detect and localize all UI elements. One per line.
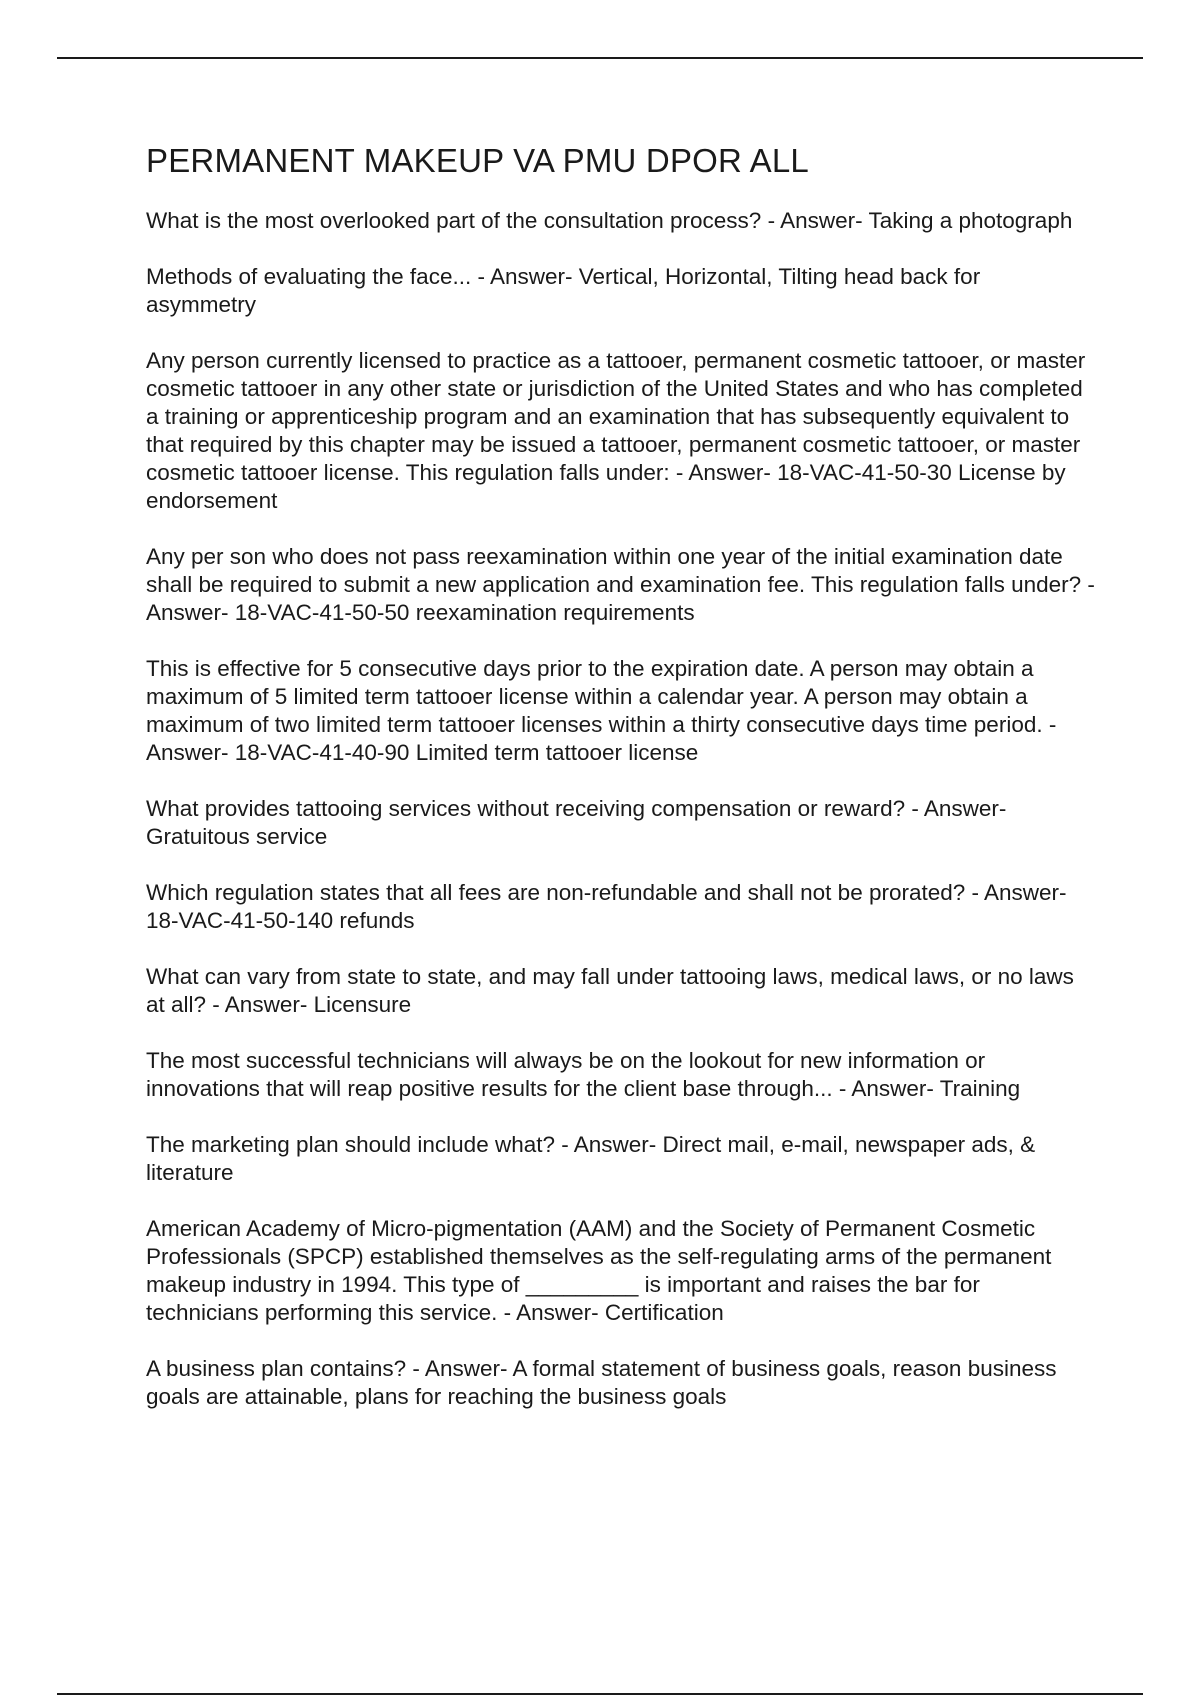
- qa-item: The most successful technicians will always be on the lookout for new information or innovations that will reap positive results for the client base through... - Answer- Training: [146, 1048, 1021, 1102]
- qa-item: American Academy of Micro-pigmentation (AAM) and the Society of Permanent Cosmetic Professionals (SPCP) established themselves as the self-regulating arms of the permanent makeup industry in 1994. This type of _________ is important and raises the bar for technicians performing this service. - Answer- Certification: [146, 1216, 1052, 1326]
- page-title: PERMANENT MAKEUP VA PMU DPOR ALL: [146, 142, 809, 179]
- qa-item: This is effective for 5 consecutive days prior to the expiration date. A person may obtain a maximum of 5 limited term tattooer license within a calendar year. A person may obtain a maximum of two limited term tattooer licenses within a thirty consecutive days time period. - Answer- 18-VAC-41-40-90 Limited term tattooer license: [146, 656, 1057, 766]
- qa-list: [146, 207, 1096, 1411]
- top-divider: [57, 57, 1143, 59]
- qa-item: Any per son who does not pass reexamination within one year of the initial examination date shall be required to submit a new application and examination fee. This regulation falls under? - Answer- 18-VAC-41-50-50 reexamination requirements: [146, 544, 1095, 626]
- qa-item: What can vary from state to state, and may fall under tattooing laws, medical laws, or no laws at all? - Answer- Licensure: [146, 964, 1074, 1018]
- qa-item: What is the most overlooked part of the consultation process? - Answer- Taking a photograph: [146, 208, 1073, 234]
- qa-item: A business plan contains? - Answer- A formal statement of business goals, reason business goals are attainable, plans for reaching the business goals: [146, 1356, 1057, 1410]
- document-body: [146, 140, 1096, 1439]
- qa-item: What provides tattooing services without receiving compensation or reward? - Answer- Gratuitous service: [146, 796, 1007, 850]
- qa-item: Any person currently licensed to practice as a tattooer, permanent cosmetic tattooer, or master cosmetic tattooer in any other state or jurisdiction of the United States and who has completed a training or apprenticeship program and an examination that has subsequently equivalent to that required by this chapter may be issued a tattooer, permanent cosmetic tattooer, or master cosmetic tattooer license. This regulation falls under: - Answer- 18-VAC-41-50-30 License by endorsement: [146, 348, 1086, 514]
- bottom-divider: [57, 1693, 1143, 1695]
- qa-item: The marketing plan should include what? - Answer- Direct mail, e-mail, newspaper ads, & literature: [146, 1132, 1036, 1186]
- qa-item: Which regulation states that all fees are non-refundable and shall not be prorated? - Answer- 18-VAC-41-50-140 refunds: [146, 880, 1067, 934]
- qa-item: Methods of evaluating the face... - Answer- Vertical, Horizontal, Tilting head back for asymmetry: [146, 264, 981, 318]
